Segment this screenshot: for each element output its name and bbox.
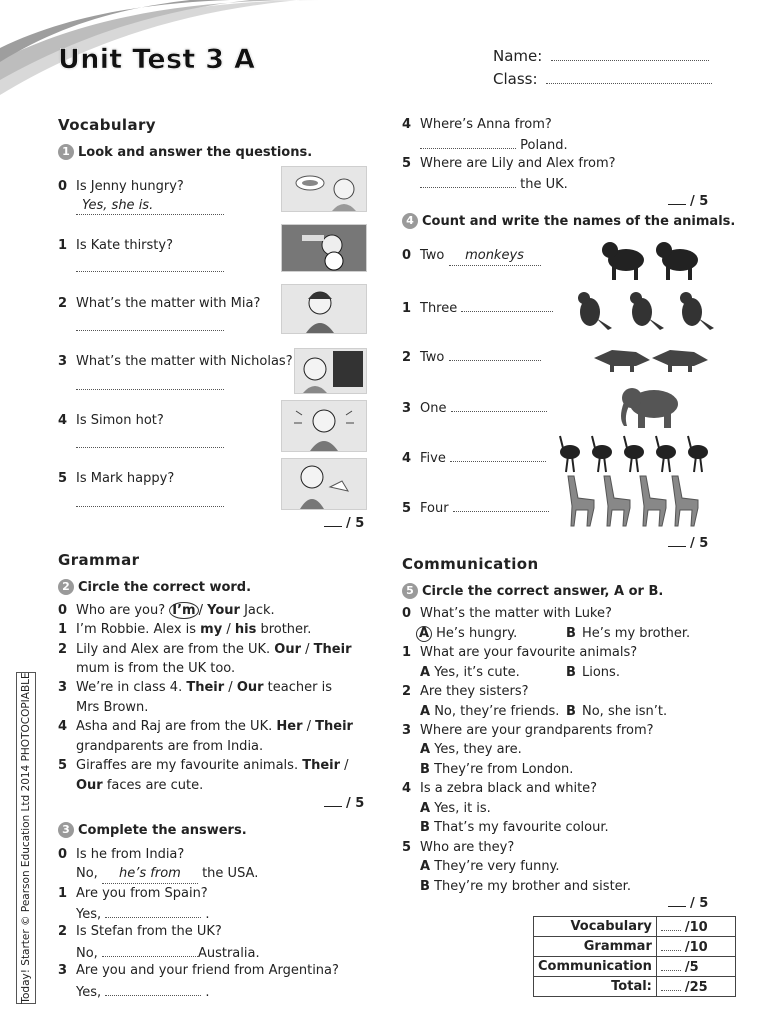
comm-q5-optA: A They’re very funny. — [420, 859, 560, 874]
vocab-item-4: 4 Is Simon hot? — [58, 413, 164, 428]
vocab-item-3: 3 What’s the matter with Nicholas? — [58, 354, 293, 369]
vocab-item-5: 5 Is Mark happy? — [58, 471, 175, 486]
complete-q3: 3 Are you and your friend from Argentina? — [58, 963, 339, 978]
answer-line-1[interactable] — [76, 254, 224, 272]
comm-q4-optB: B That’s my favourite colour. — [420, 820, 609, 835]
grammar-item-2: 2 Lily and Alex are from the UK. Our / Their — [58, 642, 352, 657]
circled-word[interactable]: I’m — [169, 602, 198, 619]
comm-q0: 0 What’s the matter with Luke? — [402, 606, 612, 621]
name-label: Name: — [493, 47, 543, 65]
answer-line-5[interactable] — [76, 489, 224, 507]
complete-a0: No, he’s from the USA. — [76, 864, 258, 884]
exercise-number: 3 — [58, 822, 74, 838]
comm-q5: 5 Who are they? — [402, 840, 515, 855]
complete-a5: the UK. — [420, 173, 568, 194]
monkeys-picture — [600, 234, 708, 282]
vocab-item-1: 1 Is Kate thirsty? — [58, 238, 173, 253]
animal-item-4: 4 Five — [402, 447, 546, 468]
complete-q2: 2 Is Stefan from the UK? — [58, 924, 222, 939]
comm-q0-options: A He’s hungry. B He’s my brother. — [416, 624, 517, 643]
complete-q0: 0 Is he from India? — [58, 847, 185, 862]
grammar-item-1: 1 I’m Robbie. Alex is my / his brother. — [58, 622, 312, 637]
parrots-picture — [566, 286, 716, 332]
vocab-item-2: 2 What’s the matter with Mia? — [58, 296, 261, 311]
comm-q3: 3 Where are your grandparents from? — [402, 723, 654, 738]
comm-score: / 5 — [668, 896, 708, 911]
exercise-3-instruction: 3 Complete the answers. — [58, 822, 247, 838]
comm-q3-optA: A Yes, they are. — [420, 742, 522, 757]
comm-q2: 2 Are they sisters? — [402, 684, 529, 699]
complete-q1: 1 Are you from Spain? — [58, 886, 208, 901]
comm-q4: 4 Is a zebra black and white? — [402, 781, 598, 796]
grammar-item-3: 3 We’re in class 4. Their / Our teacher is — [58, 680, 332, 695]
grammar-item-2-cont: mum is from the UK too. — [76, 661, 236, 676]
comm-q5-optB: B They’re my brother and sister. — [420, 879, 631, 894]
exercise-4-instruction: 4 Count and write the names of the animals. — [402, 213, 735, 229]
vocab-item-0: 0 Is Jenny hungry? — [58, 179, 184, 194]
animal-item-5: 5 Four — [402, 497, 549, 518]
complete-q4: 4 Where’s Anna from? — [402, 117, 552, 132]
comm-q1: 1 What are your favourite animals? — [402, 645, 638, 660]
grammar-item-5-cont: Our faces are cute. — [76, 778, 204, 793]
picture-kate — [281, 224, 367, 272]
grammar-item-4: 4 Asha and Raj are from the UK. Her / Their — [58, 719, 353, 734]
exercise-number: 5 — [402, 583, 418, 599]
complete-a3: Yes, . — [76, 981, 210, 1002]
giraffes-picture — [560, 472, 706, 528]
class-label: Class: — [493, 70, 538, 88]
exercise-2-instruction: 2 Circle the correct word. — [58, 579, 251, 595]
comm-q2-options: A No, they’re friends. B No, she isn’t. — [420, 704, 668, 719]
complete-q5: 5 Where are Lily and Alex from? — [402, 156, 616, 171]
name-field[interactable] — [493, 47, 709, 65]
answer-line-2[interactable] — [76, 313, 224, 331]
grammar-item-4-cont: grandparents are from India. — [76, 739, 264, 754]
animal-item-3: 3 One — [402, 397, 547, 418]
comm-q1-options: A Yes, it’s cute. B Lions. — [420, 665, 620, 680]
crocodiles-picture — [592, 336, 712, 380]
page-title: Unit Test 3 A — [58, 44, 256, 75]
vocab-answer-0: Yes, she is. — [76, 197, 224, 215]
grammar-heading: Grammar — [58, 551, 140, 569]
picture-mia — [281, 284, 367, 334]
vocab-score: / 5 — [324, 516, 364, 531]
total-row-total: Total: /25 — [534, 977, 736, 997]
answer-line-3[interactable] — [76, 372, 224, 390]
answer-line-4[interactable] — [76, 430, 224, 448]
exercise-number: 4 — [402, 213, 418, 229]
grammar-item-0: 0 Who are you? I’m / Your Jack. — [58, 603, 275, 618]
ex4-score: / 5 — [668, 536, 708, 551]
class-field[interactable] — [493, 70, 712, 88]
animal-item-0: 0 Two monkeys — [402, 246, 541, 266]
comm-q3-optB: B They’re from London. — [420, 762, 574, 777]
picture-jenny — [281, 166, 367, 212]
animal-item-1: 1 Three — [402, 297, 553, 318]
exercise-5-instruction: 5 Circle the correct answer, A or B. — [402, 583, 663, 599]
grammar-ex2-score: / 5 — [324, 796, 364, 811]
total-row-grammar: Grammar /10 — [534, 937, 736, 957]
picture-simon — [281, 400, 367, 452]
grammar-item-3-cont: Mrs Brown. — [76, 700, 149, 715]
picture-nicholas — [294, 348, 367, 394]
elephant-picture — [614, 382, 684, 432]
communication-heading: Communication — [402, 555, 539, 573]
circled-option[interactable]: A — [416, 626, 432, 642]
comm-q4-optA: A Yes, it is. — [420, 801, 491, 816]
animal-item-2: 2 Two — [402, 346, 541, 367]
exercise-number: 1 — [58, 144, 74, 160]
ostriches-picture — [554, 434, 718, 474]
total-row-communication: Communication /5 — [534, 957, 736, 977]
name-line[interactable] — [551, 60, 709, 61]
class-line[interactable] — [546, 83, 712, 84]
picture-mark — [281, 458, 367, 510]
exercise-number: 2 — [58, 579, 74, 595]
copyright-footer: Today! Starter © Pearson Education Ltd 2014 PHOTOCOPIABLE — [16, 672, 36, 1004]
totals-table — [533, 916, 736, 997]
complete-a4: Poland. — [420, 134, 568, 155]
complete-a1: Yes, . — [76, 903, 210, 924]
complete-a2: No, Australia. — [76, 942, 260, 963]
vocabulary-heading: Vocabulary — [58, 116, 156, 134]
grammar-ex3-score: / 5 — [668, 194, 708, 209]
exercise-1-instruction: 1 Look and answer the questions. — [58, 144, 312, 160]
grammar-item-5: 5 Giraffes are my favourite animals. Their / — [58, 758, 349, 773]
total-row-vocabulary: Vocabulary /10 — [534, 917, 736, 937]
